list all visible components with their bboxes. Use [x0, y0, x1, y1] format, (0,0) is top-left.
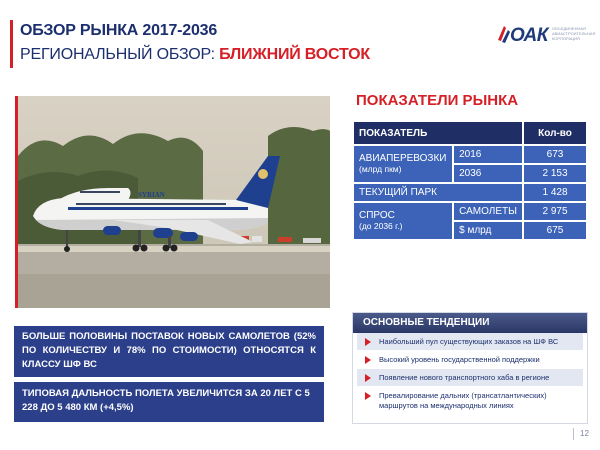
air-traffic-title: АВИАПЕРЕВОЗКИ: [359, 153, 447, 164]
year-cell: 2036: [454, 165, 522, 182]
page-title: ОБЗОР РЫНКА 2017-2036: [20, 22, 218, 39]
table-header-row: [354, 122, 586, 144]
arrow-right-icon: [365, 392, 371, 400]
value-cell: 675: [524, 222, 586, 239]
trends-list: [353, 333, 587, 416]
aircraft-photo: [15, 96, 330, 308]
demand-unit: (до 2036 г.): [359, 221, 403, 231]
trend-text: Появление нового транспортного хаба в регионе: [379, 373, 550, 382]
demand-type-cell: САМОЛЕТЫ: [454, 203, 522, 220]
table-row: [354, 203, 586, 220]
highlight-range: ТИПОВАЯ ДАЛЬНОСТЬ ПОЛЕТА УВЕЛИЧИТСЯ ЗА 20 ЛЕТ С 5 228 ДО 5 480 КМ (+4,5%): [14, 382, 324, 422]
demand-type-cell: $ млрд: [454, 222, 522, 239]
value-cell: 2 975: [524, 203, 586, 220]
fleet-label: ТЕКУЩИЙ ПАРК: [354, 184, 522, 201]
arrow-right-icon: [365, 338, 371, 346]
list-item: [357, 333, 583, 351]
logo-wordmark: ОАК: [510, 25, 548, 46]
table-row: [354, 146, 586, 163]
subtitle-prefix: РЕГИОНАЛЬНЫЙ ОБЗОР:: [20, 46, 220, 63]
subtitle-region: БЛИЖНИЙ ВОСТОК: [219, 46, 370, 63]
key-trends-title: ОСНОВНЫЕ ТЕНДЕНЦИИ: [353, 313, 587, 333]
arrow-right-icon: [365, 374, 371, 382]
list-item: [357, 351, 583, 369]
highlight-deliveries: БОЛЬШЕ ПОЛОВИНЫ ПОСТАВОК НОВЫХ САМОЛЕТОВ (52% ПО КОЛИЧЕСТВУ И 78% ПО СТОИМОСТИ) ОТНОСЯТСЯ К КЛАССУ ШФ ВС: [14, 326, 324, 377]
market-indicators-table: [352, 120, 588, 241]
header-quantity: Кол-во: [524, 122, 586, 144]
title-accent-bar: [10, 20, 13, 68]
air-traffic-label: [354, 146, 452, 182]
list-item: [357, 369, 583, 387]
value-cell: 2 153: [524, 165, 586, 182]
air-traffic-unit: (млрд пкм): [359, 164, 402, 174]
list-item: [357, 387, 583, 416]
page-number: 12: [573, 428, 589, 440]
trend-text: Наибольший пул существующих заказов на ШФ ВС: [379, 337, 559, 346]
arrow-right-icon: [365, 356, 371, 364]
demand-title: СПРОС: [359, 210, 395, 221]
aircraft-illustration: [18, 96, 330, 308]
logo-subtitle: ОБЪЕДИНЕННАЯ АВИАСТРОИТЕЛЬНАЯ КОРПОРАЦИЯ: [552, 26, 596, 41]
page-subtitle: [20, 46, 370, 64]
table-row: [354, 184, 586, 201]
market-indicators-title: ПОКАЗАТЕЛИ РЫНКА: [356, 92, 519, 109]
header-indicator: ПОКАЗАТЕЛЬ: [354, 122, 522, 144]
demand-label: [354, 203, 452, 239]
livery-text: SYRIAN: [138, 191, 165, 199]
year-cell: 2016: [454, 146, 522, 163]
company-logo: [496, 22, 596, 48]
value-cell: 673: [524, 146, 586, 163]
trend-text: Превалирование дальних (трансатлантических) маршрутов на международных линиях: [379, 391, 547, 410]
fleet-value: 1 428: [524, 184, 586, 201]
key-trends-panel: [352, 312, 588, 424]
trend-text: Высокий уровень государственной поддержки: [379, 355, 540, 364]
